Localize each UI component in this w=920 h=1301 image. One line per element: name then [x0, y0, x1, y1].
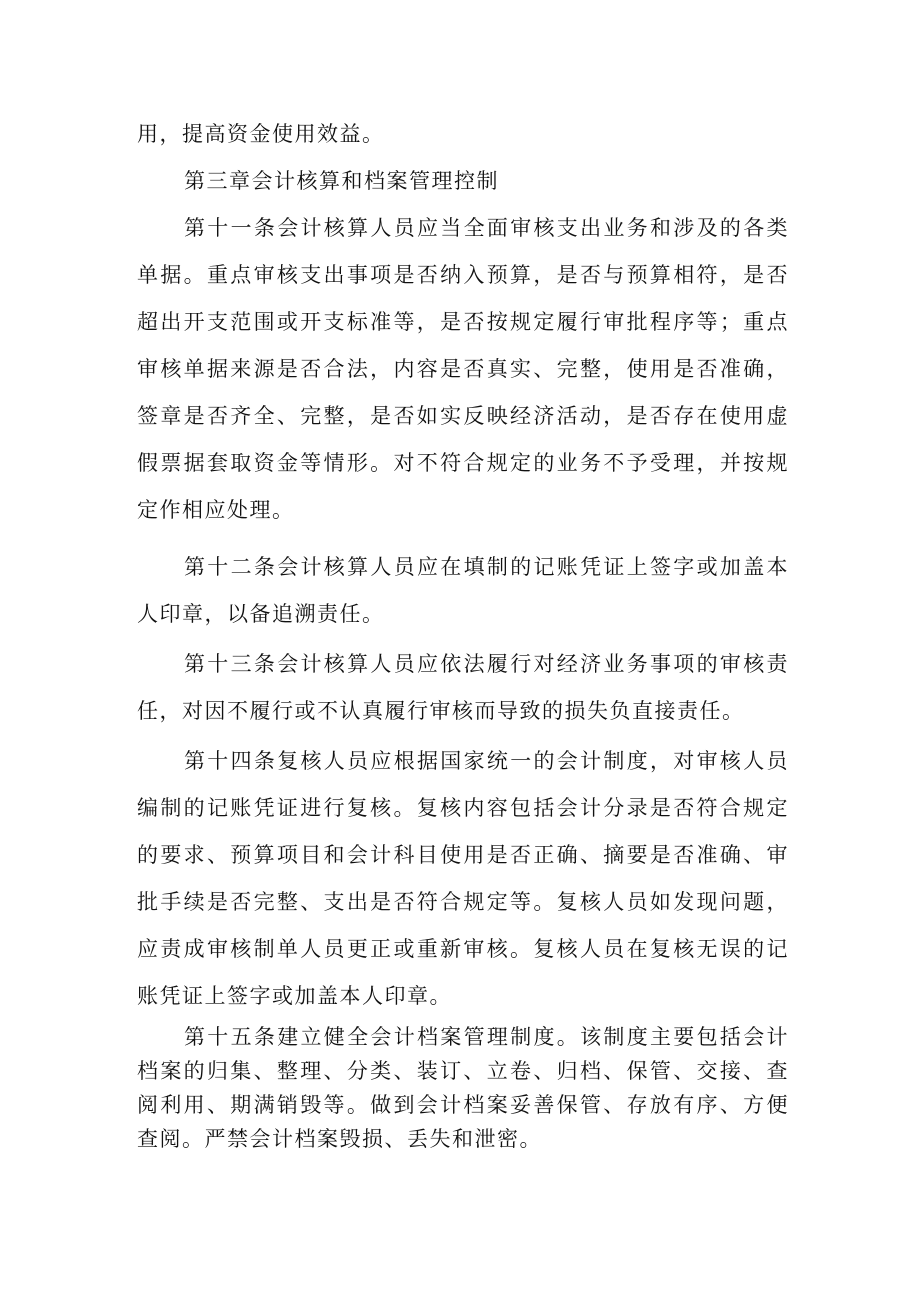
article-11-paragraph: 第十一条会计核算人员应当全面审核支出业务和涉及的各类单据。重点审核支出事项是否纳入预算，是否与预算相符，是否超出开支范围或开支标准等，是否按规定履行审批程序等；重点审核单据来源是否合法，内容是否真实、完整，使用是否准确，签章是否齐全、完整，是否如实反映经济活动，是否存在使用虚假票据套取资金等情形。对不符合规定的业务不予受理，并按规定作相应处理。	[137, 216, 789, 522]
article-14-paragraph: 第十四条复核人员应根据国家统一的会计制度，对审核人员编制的记账凭证进行复核。复核内容包括会计分录是否符合规定的要求、预算项目和会计科目使用是否正确、摘要是否准确、审批手续是否完整、支出是否符合规定等。复核人员如发现问题，应责成审核制单人员更正或重新审核。复核人员在复核无误的记账凭证上签字或加盖本人印章。	[137, 749, 789, 1008]
paragraph-continuation: 用，提高资金使用效益。	[137, 122, 385, 146]
article-15-paragraph: 第十五条建立健全会计档案管理制度。该制度主要包括会计档案的归集、整理、分类、装订、立卷、归档、保管、交接、查阅利用、期满销毁等。做到会计档案妥善保管、存放有序、方便查阅。严禁会计档案毁损、丢失和泄密。	[137, 1025, 789, 1151]
chapter-heading: 第三章会计核算和档案管理控制	[184, 169, 499, 193]
article-12-paragraph: 第十二条会计核算人员应在填制的记账凭证上签字或加盖本人印章，以备追溯责任。	[137, 555, 789, 626]
article-13-paragraph: 第十三条会计核算人员应依法履行对经济业务事项的审核责任，对因不履行或不认真履行审核而导致的损失负直接责任。	[137, 652, 789, 723]
